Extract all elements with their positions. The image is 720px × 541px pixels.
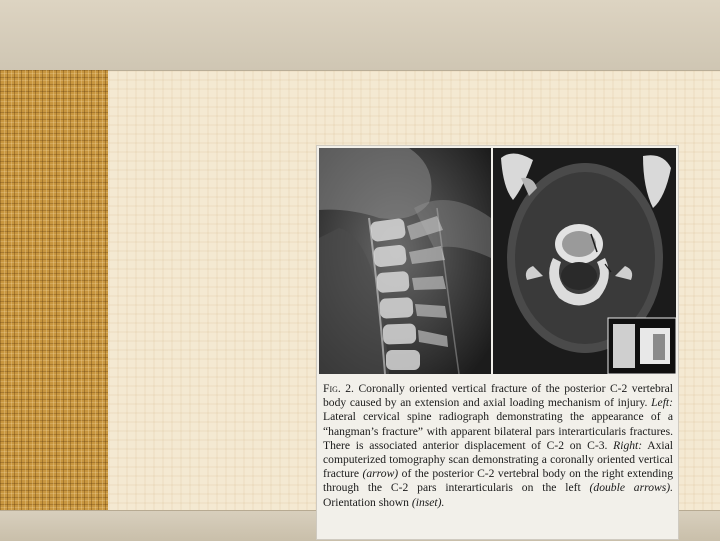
left-label: Left: (651, 396, 673, 410)
left-description: Lateral cervical spine radiograph demonstrating the appearance of a “hangman’s fracture” with apparent bilateral pars interarticularis fractures. There is associated anterior displacement of C-2 on C-3. (323, 410, 673, 452)
scanned-figure (316, 145, 679, 540)
double-arrows-label: (double arrows). (589, 481, 674, 495)
axial-ct-scan (493, 148, 676, 374)
right-description: Axial computerized tomography scan demonstrating a coronally oriented vertical fracture (323, 438, 673, 481)
right-description-2: of the posterior C-2 vertebral body on the right extending through the C-2 pars interarticularis on the left (323, 467, 673, 495)
decorative-left-strip (0, 70, 108, 540)
orientation-text: Orientation shown (323, 495, 409, 509)
right-label: Right: (613, 438, 643, 452)
lateral-spine-radiograph (319, 148, 491, 374)
arrow-label: (arrow) (362, 467, 399, 481)
inset-label: (inset). (411, 495, 445, 509)
caption-intro: Coronally oriented vertical fracture of the posterior C-2 vertebral body caused by an extension and axial loading mechanism of injury. (323, 382, 673, 410)
figure-caption (323, 382, 673, 534)
fig-label: Fig. 2. (323, 382, 354, 395)
title-band (0, 0, 720, 71)
